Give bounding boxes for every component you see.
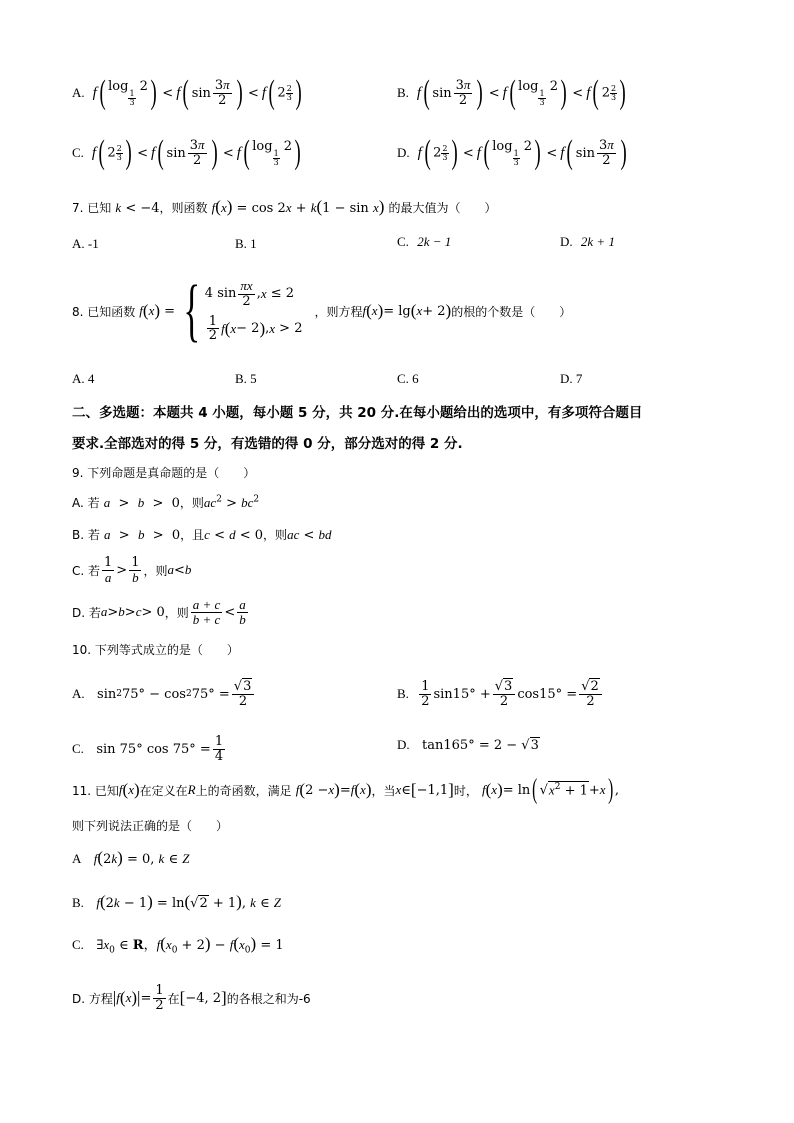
q7-option-a: A. -1 <box>72 236 99 251</box>
section2-line1: 二、多选题：本题共 4 小题，每小题 5 分，共 20 分.在每小题给出的选项中，有多项符合题目 <box>72 405 643 421</box>
q11-option-b: B. f(2k − 1) = ln(√2 + 1), k ∈ Z <box>72 892 282 911</box>
q10-option-c: C. sin 75° cos 75° = $\frac{1}{4}$ <box>72 733 224 764</box>
q11-option-c: C. $\exists x_0$ ∈ R，$f(x_0 + 2) - f(x_0) = 1$ <box>72 934 284 956</box>
q9-option-c: C. 若 $\frac{1}{a}$ > $\frac{1}{b}$ ，则 a < b <box>72 554 192 585</box>
q11-option-a: A f(2k) = 0, k ∈ Z <box>72 848 190 867</box>
q6-option-a-label: A. <box>72 85 85 100</box>
q8-option-b: B. 5 <box>235 371 257 386</box>
q11-stem: 11. 已知 f ( x ) 在定义在 R 上的奇函数，满足 f ( 2 − x ) = f ( x ) ，当 x ∈ [ −1,1 ] 时， f ( x ) = ln ( √ $x^2 + 1$ + x ) , <box>72 774 620 805</box>
q11-option-d: D. 方程 | f ( x ) | = $\frac{1}{2}$ 在 [ −4, 2 ] 的各根之和为-6 <box>72 982 311 1013</box>
q8-option-d: D. 7 <box>560 371 583 386</box>
q10-stem: 10. 下列等式成立的是（ ） <box>72 643 239 657</box>
q9-option-a: A. 若 a > b > 0，则$ac^2 > bc^2$ <box>72 494 260 511</box>
section2-line2: 要求.全部选对的得 5 分，有选错的得 0 分，部分选对的得 2 分. <box>72 436 463 452</box>
q6-option-c-label: C. <box>72 145 84 160</box>
q8-stem: 8. 已知函数 f ( x ) = { 4 sin $\frac{\pi x}{2}$ , x ≤ 2 $\frac{1}{2}$ f ( x − 2 ) , x > 2 ，则方程 f ( x ) = lg ( x + 2 ) 的根的个数是（ ） <box>72 272 572 349</box>
q7-stem: 7. 已知 k < −4，则函数 f(x) = cos 2x + k(1 − sin x) 的最大值为（ ） <box>72 197 497 216</box>
q7-option-d: D. 2k + 1 <box>560 234 615 249</box>
q6-option-b: B. f ( sin $\frac{3\pi}{2}$ ) < f ( log $_{\frac{1}{3}}$ 2 ) < f ( 2 $\frac{2}{3}$ ) <box>397 74 626 111</box>
q6-option-d: D. f ( 2 $\frac{2}{3}$ ) < f ( log $_{\frac{1}{3}}$ 2 ) < f ( sin $\frac{3\pi}{2}$ ) <box>397 134 627 171</box>
q6-option-a: A. f ( log $_{\frac{1}{3}}$ 2 ) < f ( sin $\frac{3\pi}{2}$ ) < f ( 2 $\frac{2}{3}$ ) <box>72 74 302 111</box>
q6-option-d-label: D. <box>397 145 410 160</box>
q6-option-c: C. f ( 2 $\frac{2}{3}$ ) < f ( sin $\frac{3\pi}{2}$ ) < f ( log $_{\frac{1}{3}}$ 2 ) <box>72 134 301 171</box>
q11-stem-line2: 则下列说法正确的是（ ） <box>72 819 229 833</box>
q10-option-b: B. $\frac{1}{2}$ sin15° + $\frac{√3}{2}$ cos15° = $\frac{√2}{2}$ <box>397 674 604 714</box>
q7-option-c: C. 2k − 1 <box>397 234 452 249</box>
q9-option-b: B. 若 a > b > 0，且c < d < 0，则ac < bd <box>72 527 332 543</box>
q10-option-a: A. sin 2 75° − cos 2 75° = $\frac{√3}{2}$ <box>72 674 256 714</box>
piecewise-brace: { <box>183 272 201 349</box>
q8-option-a: A. 4 <box>72 371 95 386</box>
q8-option-c: C. 6 <box>397 371 419 386</box>
q9-stem: 9. 下列命题是真命题的是（ ） <box>72 466 256 480</box>
q10-option-d: D. tan165° = 2 − √3 <box>397 737 539 753</box>
q7-option-b: B. 1 <box>235 236 257 251</box>
q6-option-b-label: B. <box>397 85 409 100</box>
q9-option-d: D. 若 a > b > c > 0 ，则 $\frac{a + c}{b + c}$ < $\frac{a}{b}$ <box>72 596 246 627</box>
